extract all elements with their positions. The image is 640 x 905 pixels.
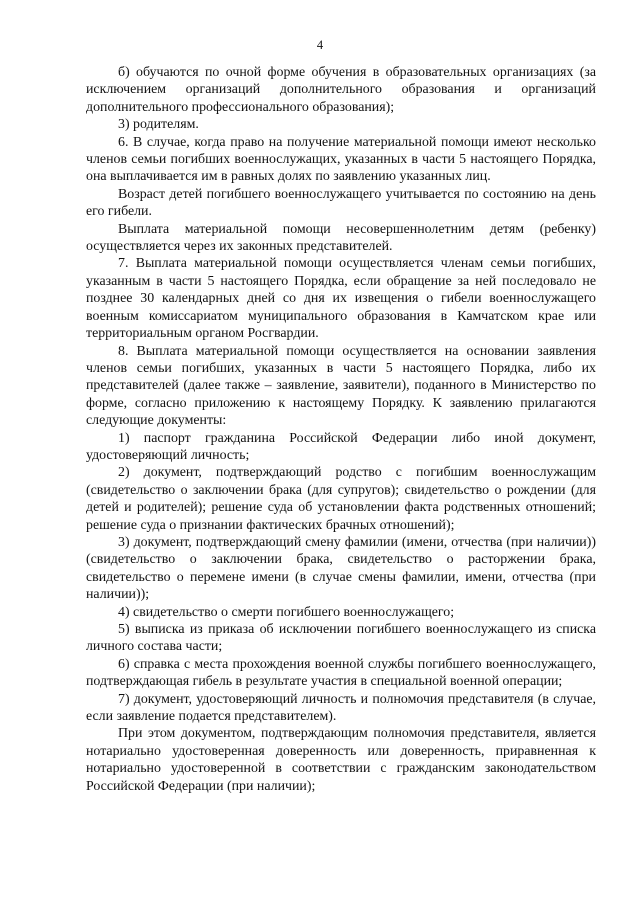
paragraph: 7) документ, удостоверяющий личность и полномочия представителя (в случае, если заявление подается представителем). <box>86 691 596 725</box>
paragraph: 3) родителям. <box>118 117 199 133</box>
paragraph: 1) паспорт гражданина Российской Федерации либо иной документ, удостоверяющий личность; <box>86 430 596 463</box>
paragraph: 6) справка с места прохождения военной службы погибшего военнослужащего, подтверждающая гибель в результате участия в специальной военной операции; <box>86 656 596 690</box>
paragraph: 3) документ, подтверждающий смену фамилии (имени, отчества (при наличии)) (свидетельство о заключении брака, свидетельство о расторжении брака, свидетельство о перемене имени (в случае смены фамилии, имени, отчества (при наличии)); <box>86 534 596 603</box>
paragraph: б) обучаются по очной форме обучения в образовательных организациях (за исключением организаций дополнительного образования и организаций дополнительного профессионального образования); <box>86 65 596 115</box>
paragraph: Возраст детей погибшего военнослужащего учитывается по состоянию на день его гибели. <box>86 186 596 220</box>
paragraph: 7. Выплата материальной помощи осуществляется членам семьи погибших, указанным в части 5 настоящего Порядка, если обращение за ней последовало не позднее 30 календарных дней со дня их извещения о гибели военнослужащего военным комиссариатом муниципального образования в Камчатском крае или территориальным органом Росгвардии. <box>86 256 596 342</box>
paragraph: 2) документ, подтверждающий родство с погибшим военнослужащим (свидетельство о заключении брака (для супругов); свидетельство о рождении (для детей и родителей); решение суда об установлении факта родственных отношений; решение суда о признании фактических брачных отношений); <box>86 465 596 533</box>
paragraph: Выплата материальной помощи несовершеннолетним детям (ребенку) осуществляется через их законных представителей. <box>86 221 596 255</box>
paragraph: 4) свидетельство о смерти погибшего военнослужащего; <box>118 604 455 620</box>
paragraph: 8. Выплата материальной помощи осуществляется на основании заявления членов семьи погибших, указанных в части 5 настоящего Порядка, либо их представителей (далее также – заявление, заявители), поданного в Министерство по форме, согласно приложению к настоящему Порядку. К заявлению прилагаются следующие документы: <box>86 343 596 429</box>
paragraph: При этом документом, подтверждающим полномочия представителя, является нотариально удостоверенная доверенность или доверенность, приравненная к нотариально удостоверенной в соответствии с гражданским законодательством Российской Федерации (при наличии); <box>86 726 596 794</box>
paragraph: 6. В случае, когда право на получение материальной помощи имеют несколько членов семьи погибших военнослужащих, указанных в части 5 настоящего Порядка, она выплачивается им в равных долях по заявлению указанных лиц. <box>86 134 596 185</box>
page-number: 4 <box>316 38 324 52</box>
page-body <box>86 64 596 795</box>
paragraph: 5) выписка из приказа об исключении погибшего военнослужащего из списка личного состава части; <box>86 622 596 655</box>
